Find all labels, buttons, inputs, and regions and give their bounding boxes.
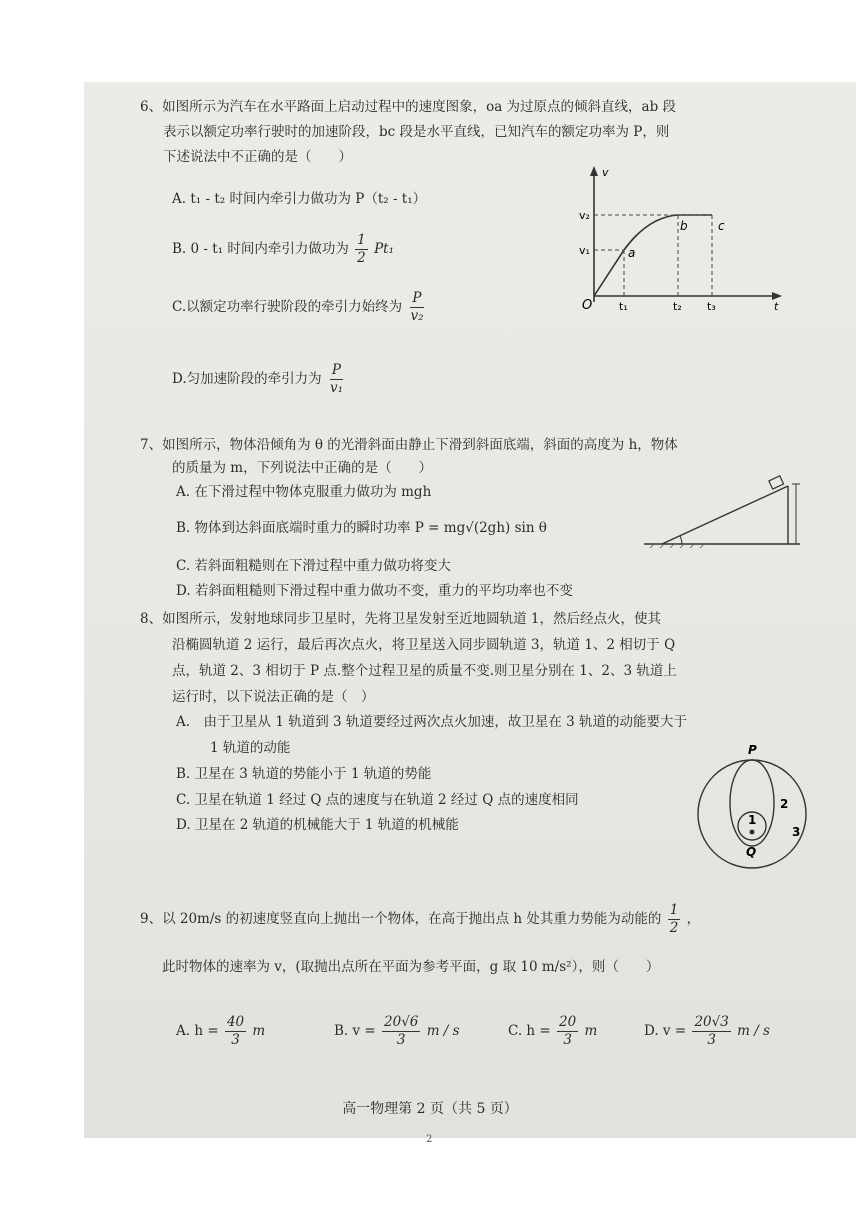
graph-v2-label: v₂ [579,209,590,222]
fraction-denominator: 3 [231,1032,240,1048]
q9-option-b-unit: m / s [426,1023,460,1039]
q6-option-c [172,290,427,325]
q9-option-b-fraction [382,1014,420,1049]
q6-stem-line3: 下述说法中不正确的是（ ） [163,149,352,165]
q9-option-d-fraction [692,1014,730,1049]
fraction-denominator: v₂ [410,308,424,324]
q9-option-a [176,1014,265,1049]
q9-stem-fraction [668,902,681,937]
graph-point-c: c [718,219,725,233]
fraction-numerator: 1 [357,232,366,248]
q6-velocity-time-graph [578,162,788,312]
q9-option-c [508,1014,597,1049]
q8-stem-line1: 8、如图所示，发射地球同步卫星时，先将卫星发射至近地圆轨道 1，然后经点火，使其 [140,611,661,627]
q8-option-a-line1: A. 由于卫星从 1 轨道到 3 轨道要经过两次点火加速，故卫星在 3 轨道的动能要大于 [176,714,688,730]
q6-option-b [172,232,394,267]
q6-option-b-text: B. 0 - t₁ 时间内牵引力做功为 [172,241,349,257]
graph-point-b: b [680,219,688,233]
t-axis-arrow [772,292,782,300]
page-footer: 高一物理第 2 页（共 5 页） [342,1101,518,1117]
q9-option-b [334,1014,460,1049]
sliding-block [769,476,784,489]
angle-arc [680,536,682,544]
q6-option-d-text: D.匀加速阶段的牵引力为 [172,371,322,387]
q6-option-a: A. t₁ - t₂ 时间内牵引力做功为 P（t₂ - t₁） [172,191,427,207]
q9-option-b-lhs: B. v = [334,1023,376,1039]
earth-center [750,830,755,835]
q9-stem-text: 9、以 20m/s 的初速度竖直向上抛出一个物体，在高于抛出点 h 处其重力势能为动能的 [140,911,662,927]
q8-stem-line4: 运行时，以下说法正确的是（ ） [172,689,375,705]
orbit-3-label: 3 [792,825,801,839]
point-q-label: Q [746,845,757,859]
q9-stem-line1 [140,902,700,937]
velocity-curve [594,215,712,296]
q8-option-d: D. 卫星在 2 轨道的机械能大于 1 轨道的机械能 [176,817,459,833]
q7-stem-line1: 7、如图所示，物体沿倾角为 θ 的光滑斜面由静止下滑到斜面底端，斜面的高度为 h，物体 [140,437,678,453]
q6-option-b-fraction [355,232,368,267]
q9-option-c-lhs: C. h = [508,1023,551,1039]
incline-surface [662,486,788,544]
graph-t3-label: t₃ [707,300,716,312]
fraction-denominator: v₁ [329,380,343,396]
q7-incline-figure [640,474,810,554]
q8-stem-line2: 沿椭圆轨道 2 运行，最后再次点火，将卫星送入同步圆轨道 3，轨道 1、2 相切于 Q [172,637,676,653]
q7-option-b: B. 物体到达斜面底端时重力的瞬时功率 P = mg√(2gh) sin θ [176,520,547,536]
graph-t1-label: t₁ [619,300,628,312]
graph-v-label: v [602,166,609,179]
q8-option-c: C. 卫星在轨道 1 经过 Q 点的速度与在轨道 2 经过 Q 点的速度相同 [176,792,579,808]
q6-option-d-fraction [328,362,345,397]
q8-option-a-line2: 1 轨道的动能 [210,740,291,756]
q9-option-c-unit: m [584,1023,598,1039]
q9-option-a-lhs: A. h = [176,1023,219,1039]
point-p-label: P [748,743,757,757]
fraction-numerator: 20√3 [694,1014,729,1030]
fraction-numerator: P [412,290,422,306]
q6-stem-line2: 表示以额定功率行驶时的加速阶段，bc 段是水平直线，已知汽车的额定功率为 P，则 [163,124,670,140]
orbit-2-label: 2 [780,797,789,811]
q9-stem-line2: 此时物体的速率为 v，(取抛出点所在平面为参考平面，g 取 10 m/s²），则（ ） [162,959,660,975]
page-number-mark: 2 [426,1134,433,1145]
q9-option-a-unit: m [252,1023,266,1039]
fraction-numerator: 1 [669,902,679,918]
q7-stem-line2: 的质量为 m，下列说法中正确的是（ ） [172,460,433,476]
q6-option-b-tail: Pt₁ [374,241,394,257]
q9-option-a-fraction [225,1014,246,1049]
q9-option-d-lhs: D. v = [644,1023,687,1039]
q8-option-b: B. 卫星在 3 轨道的势能小于 1 轨道的势能 [176,766,432,782]
q9-option-d-unit: m / s [737,1023,770,1039]
fraction-denominator: 3 [396,1032,406,1048]
graph-point-a: a [628,246,636,260]
q6-option-c-text: C.以额定功率行驶阶段的牵引力始终为 [172,299,403,315]
q9-stem-comma: ， [686,911,701,927]
fraction-numerator: P [331,362,341,378]
q7-option-d: D. 若斜面粗糙则下滑过程中重力做功不变，重力的平均功率也不变 [176,583,573,599]
q9-option-c-fraction [557,1014,578,1049]
q9-option-d [644,1014,770,1049]
q6-option-c-fraction [408,290,425,325]
v-axis-arrow [590,166,598,176]
graph-t2-label: t₂ [673,300,682,312]
fraction-denominator: 2 [669,920,679,936]
fraction-numerator: 20√6 [384,1014,419,1030]
fraction-denominator: 3 [563,1032,572,1048]
fraction-denominator: 2 [357,250,366,266]
graph-t-label: t [774,300,779,312]
graph-v1-label: v₁ [579,244,590,257]
q6-option-d [172,362,347,397]
orbit-1-label: 1 [748,813,757,827]
q8-stem-line3: 点，轨道 2、3 相切于 P 点.整个过程卫星的质量不变.则卫星分别在 1、2、3 轨道上 [172,663,677,679]
q7-option-a: A. 在下滑过程中物体克服重力做功为 mgh [176,484,432,500]
q8-orbit-figure [694,736,814,876]
fraction-numerator: 40 [226,1014,245,1030]
q6-stem-line1: 6、如图所示为汽车在水平路面上启动过程中的速度图象，oa 为过原点的倾斜直线，ab 段 [140,99,677,115]
q7-option-c: C. 若斜面粗糙则在下滑过程中重力做功将变大 [176,558,451,574]
fraction-denominator: 3 [707,1032,716,1048]
graph-origin-label: O [582,298,593,312]
fraction-numerator: 20 [559,1014,577,1030]
